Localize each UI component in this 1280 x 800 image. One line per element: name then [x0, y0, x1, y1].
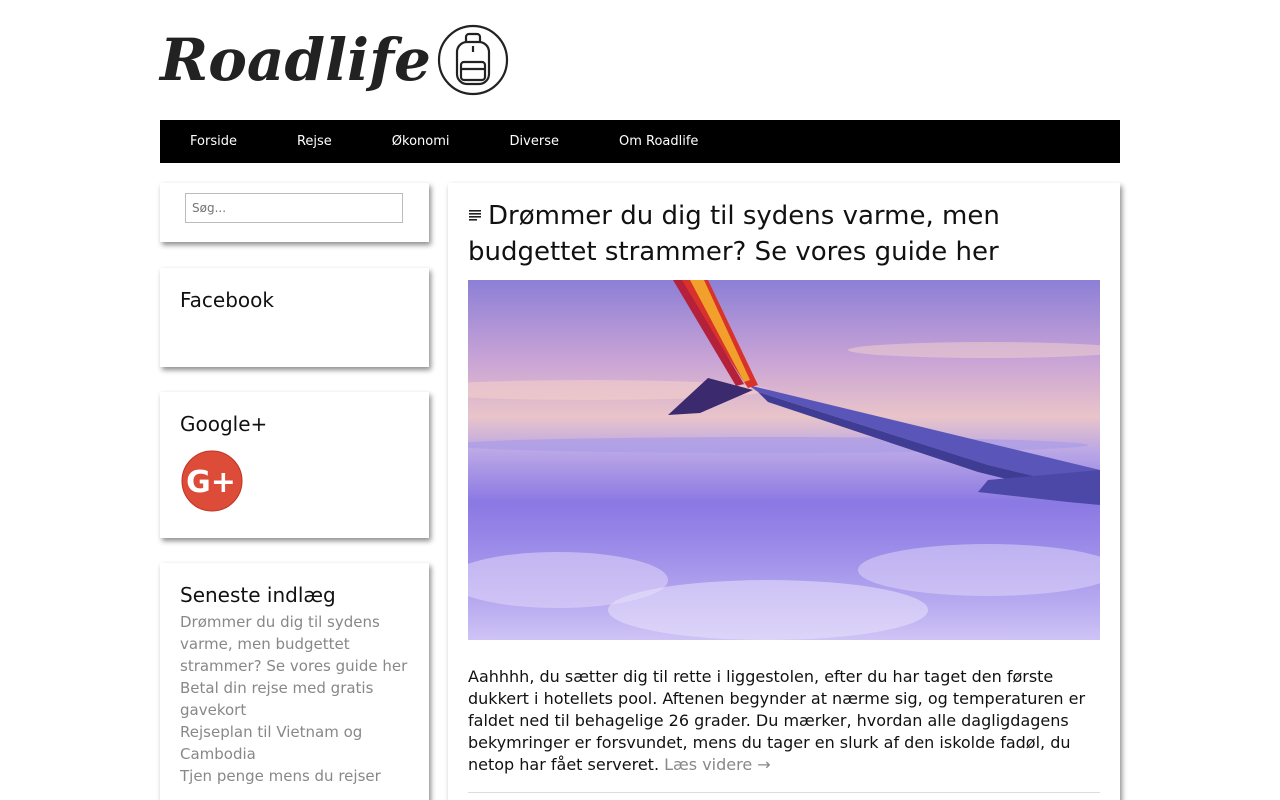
post-excerpt [468, 666, 1108, 776]
logo-text: Roadlife [160, 26, 431, 94]
facebook-widget-title: Facebook [180, 288, 274, 312]
post-featured-image[interactable] [468, 280, 1100, 640]
facebook-widget [160, 268, 429, 367]
google-plus-icon[interactable] [181, 450, 243, 512]
main-nav [160, 120, 1120, 163]
recent-post-link[interactable]: Drømmer du dig til sydens varme, men budgettet strammer? Se vores guide her [180, 613, 408, 675]
site-logo[interactable] [160, 22, 509, 98]
read-more-link[interactable]: Læs videre → [664, 755, 771, 774]
recent-post-link[interactable]: Betal din rejse med gratis gavekort [180, 679, 374, 719]
page-wrapper [160, 0, 1120, 800]
nav-item-om-roadlife[interactable]: Om Roadlife [618, 134, 699, 149]
nav-item-diverse[interactable]: Diverse [509, 134, 559, 149]
recent-post-link[interactable]: Tjen penge mens du rejser [180, 767, 381, 785]
backpack-icon [437, 24, 509, 96]
post-excerpt-text: Aahhhh, du sætter dig til rette i liggestolen, efter du har taget den første dukkert i hotellets pool. Aftenen begynder at nærme sig, og temperaturen er faldet ned til behagelige 26 grader. Du mærker, hvordan alle dagligdagens bekymringer er forsvundet, mens du tager en slurk af den iskolde fadøl, du netop har fået serveret. [468, 667, 1086, 774]
nav-item-okonomi[interactable]: Økonomi [391, 134, 450, 149]
post-title[interactable]: Drømmer du dig til sydens varme, men budgettet strammer? Se vores guide her [468, 201, 1000, 267]
search-widget [160, 183, 429, 242]
post-card [448, 183, 1120, 800]
nav-item-forside[interactable]: Forside [190, 134, 237, 149]
svg-text:G+: G+ [186, 465, 236, 500]
search-input[interactable] [185, 193, 403, 223]
recent-post-link[interactable]: Rejseplan til Vietnam og Cambodia [180, 723, 363, 763]
nav-item-rejse[interactable]: Rejse [296, 134, 332, 149]
document-icon [468, 208, 482, 222]
post-divider [468, 792, 1100, 793]
google-plus-widget [160, 392, 429, 538]
google-plus-widget-title: Google+ [180, 412, 268, 436]
recent-posts-widget [160, 563, 429, 800]
recent-posts-title: Seneste indlæg [180, 583, 336, 607]
post-title-container [468, 198, 1108, 270]
